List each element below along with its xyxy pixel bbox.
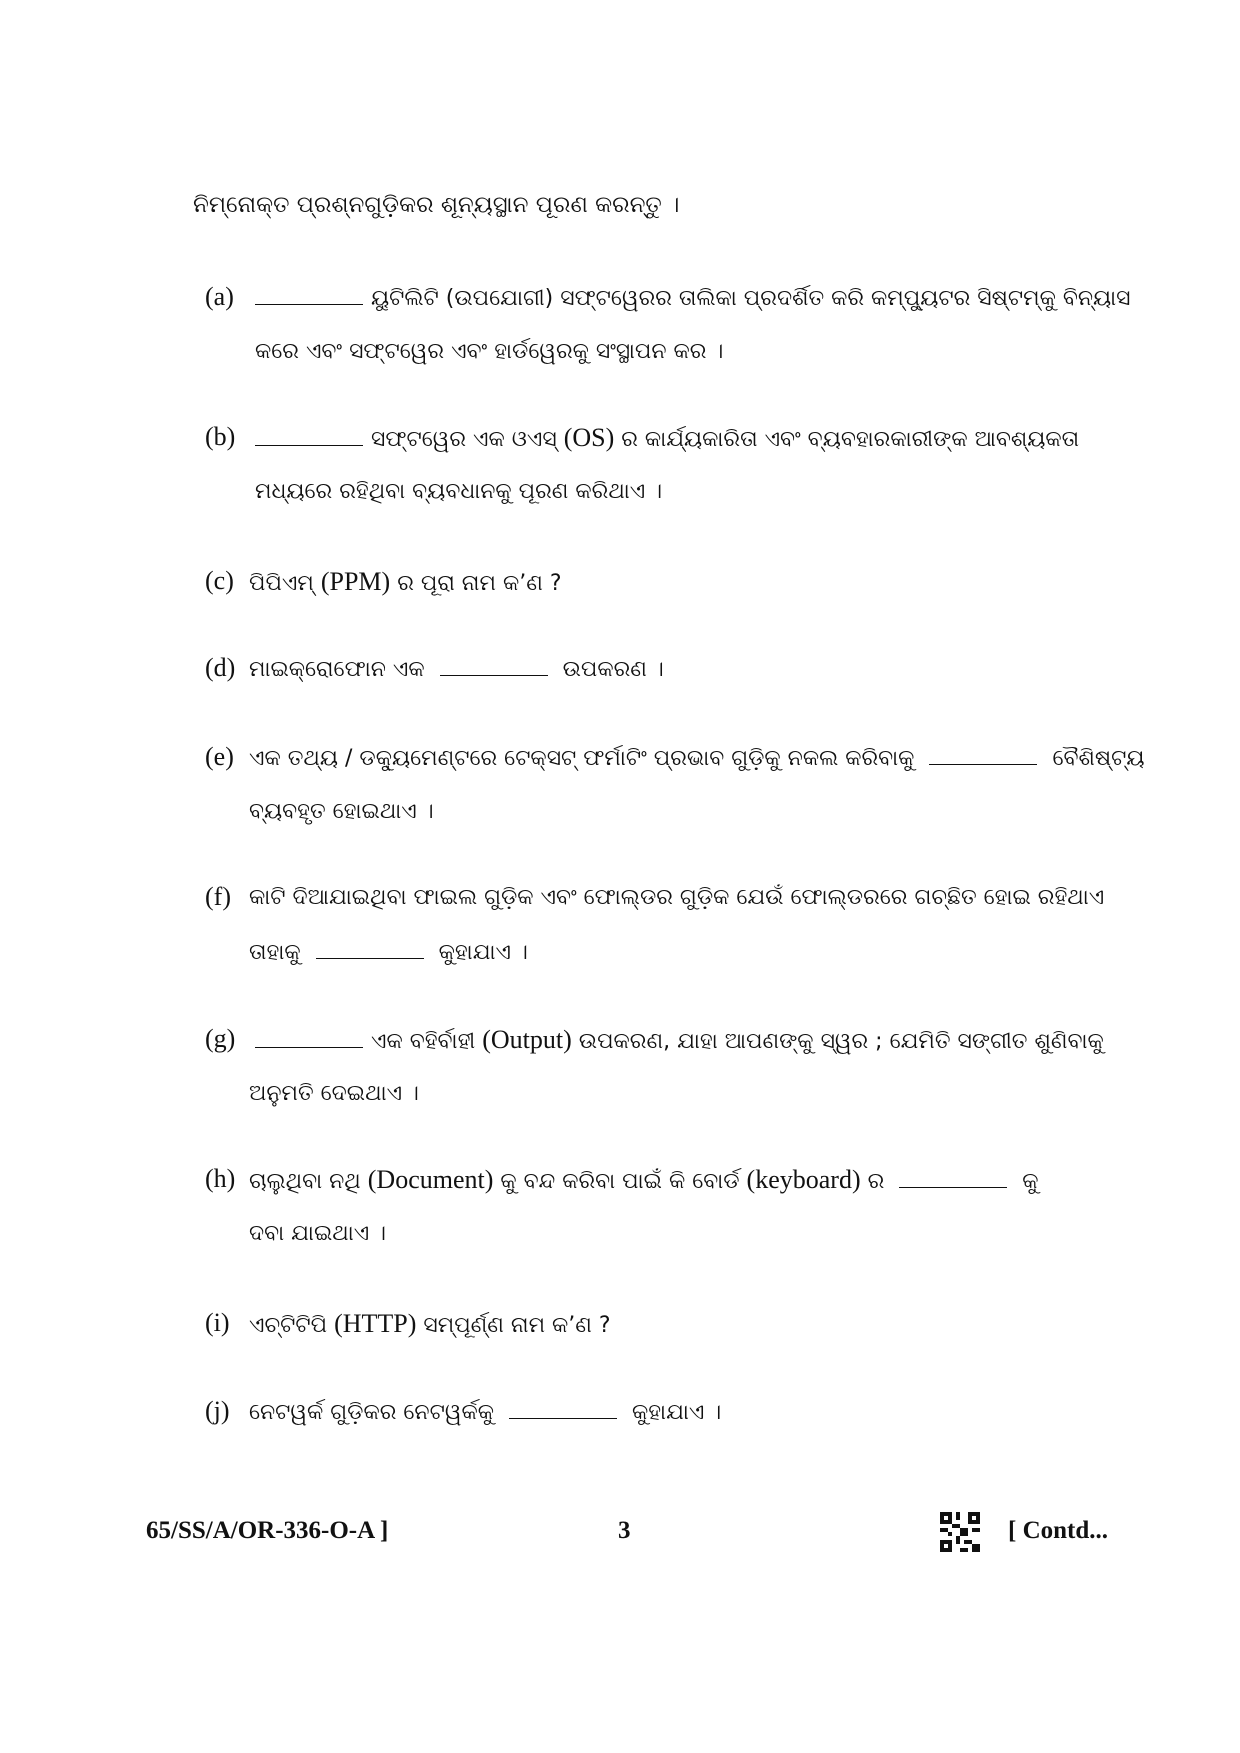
question-label: (h) <box>205 1164 236 1193</box>
answer-blank <box>899 1165 1007 1188</box>
question-label: (b) <box>205 422 236 451</box>
answer-blank <box>255 423 363 446</box>
question-label: (f) <box>205 882 231 911</box>
question-line: ମାଇକ୍ରୋଫୋନ ଏକ ଉପକରଣ । <box>249 653 664 686</box>
question-line: ବ୍ୟବହୃତ ହୋଇଥାଏ । <box>249 799 434 824</box>
paper-code: 65/SS/A/OR-336-O-A ] <box>146 1517 389 1544</box>
question-label: (g) <box>205 1024 236 1053</box>
question-line: ୟୁଟିଲିଟି (ଉପଯୋଗୀ) ସଫ୍ଟୱେରର ତାଲିକା ପ୍ରଦର୍ଶିତ କରି କମ୍ପ୍ୟୁଟର ସିଷ୍ଟମ୍‌କୁ ବିନ୍ୟାସ <box>255 282 1131 315</box>
question-label: (a) <box>205 282 234 311</box>
question-label: (d) <box>205 653 236 682</box>
answer-blank <box>509 1396 617 1419</box>
instruction-text: ନିମ୍ନୋକ୍ତ ପ୍ରଶ୍ନଗୁଡ଼ିକର ଶୂନ୍ୟସ୍ଥାନ ପୂରଣ କରନ୍ତୁ । <box>193 192 680 218</box>
question-line: ସଫ୍ଟୱେର ଏକ ଓଏସ୍ (OS) ର କାର୍ଯ୍ୟକାରିତା ଏବଂ ବ୍ୟବହାରକାରୀଙ୍କ ଆବଶ୍ୟକତା <box>255 422 1079 456</box>
question-line: କରେ ଏବଂ ସଫ୍ଟୱେର ଏବଂ ହାର୍ଡୱେରକୁ ସଂସ୍ଥାପନ କର । <box>255 339 724 364</box>
question-line: ଏକ ବହିର୍ବାହୀ (Output) ଉପକରଣ, ଯାହା ଆପଣଙ୍କୁ ସ୍ୱର ; ଯେମିତି ସଙ୍ଗୀତ ଶୁଣିବାକୁ <box>255 1024 1104 1058</box>
page-number: 3 <box>618 1517 631 1544</box>
qr-code-icon <box>940 1512 980 1552</box>
question-line: ଅନୁମତି ଦେଇଥାଏ । <box>249 1081 419 1106</box>
continued-label: [ Contd... <box>1008 1517 1109 1544</box>
answer-blank <box>440 653 548 676</box>
question-line: କାଟି ଦିଆଯାଇଥିବା ଫାଇଲ ଗୁଡ଼ିକ ଏବଂ ଫୋଲ୍ଡର ଗୁଡ଼ିକ ଯେଉଁ ଫୋଲ୍ଡରରେ ଗଚ୍ଛିତ ହୋଇ ରହିଥାଏ <box>249 885 1105 910</box>
question-line: ତାହାକୁ କୁହାଯାଏ । <box>249 936 528 969</box>
question-label: (i) <box>205 1308 230 1337</box>
question-line: ଚାଲୁଥିବା ନଥି (Document) କୁ ବନ୍ଦ କରିବା ପାଇଁ କି ବୋର୍ଡ (keyboard) ର କୁ <box>249 1165 1039 1194</box>
question-line: ଏକ ତଥ୍ୟ / ଡକ୍ୟୁମେଣ୍ଟରେ ଟେକ୍ସଟ୍ ଫର୍ମାଟିଂ ପ୍ରଭାବ ଗୁଡ଼ିକୁ ନକଲ କରିବାକୁ ବୈଶିଷ୍ଟ୍ୟ <box>249 742 1144 775</box>
answer-blank <box>929 742 1037 765</box>
question-label: (c) <box>205 566 234 595</box>
question-label: (e) <box>205 742 234 771</box>
question-line: ମଧ୍ୟରେ ରହିଥିବା ବ୍ୟବଧାନକୁ ପୂରଣ କରିଥାଏ । <box>255 479 663 504</box>
answer-blank <box>255 1025 363 1048</box>
answer-blank <box>255 282 363 305</box>
question-line: ନେଟୱର୍କ ଗୁଡ଼ିକର ନେଟୱର୍କକୁ କୁହାଯାଏ । <box>249 1396 721 1429</box>
question-label: (j) <box>205 1396 230 1425</box>
question-line: ଏଚ୍‌ଟିଟିପି (HTTP) ସମ୍ପୂର୍ଣ୍ଣ ନାମ କ’ଣ ? <box>249 1309 611 1338</box>
answer-blank <box>316 936 424 959</box>
question-line: ଦବା ଯାଇଥାଏ । <box>249 1221 387 1246</box>
question-line: ପିପିଏମ୍ (PPM) ର ପୂରା ନାମ କ’ଣ ? <box>249 567 562 596</box>
